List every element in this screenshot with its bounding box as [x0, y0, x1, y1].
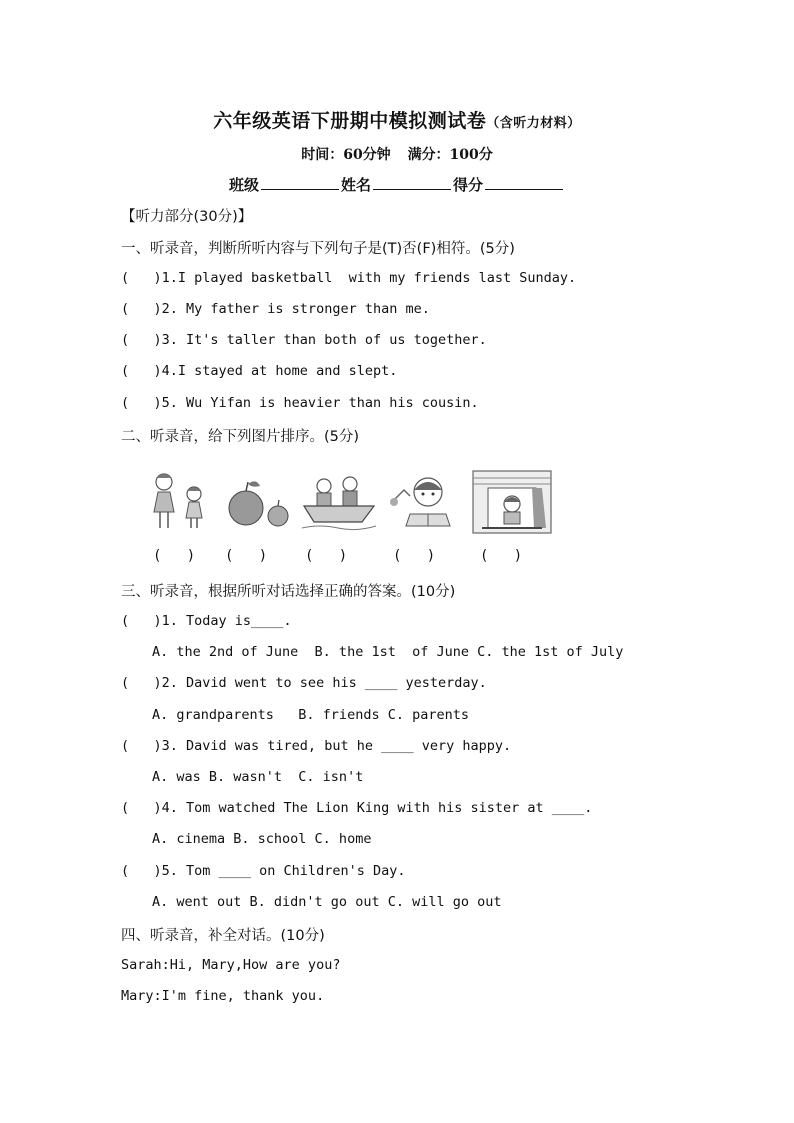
order-bracket[interactable]: ( ): [225, 548, 268, 564]
listening-part-header: 【听力部分(30分)】: [121, 209, 253, 225]
section3-question: ( )2. David went to see his ____ yesterday.: [121, 675, 487, 691]
name-label: 姓名: [340, 176, 371, 194]
section1-item: ( )5. Wu Yifan is heavier than his cousin.: [121, 395, 479, 411]
picture-row: [146, 470, 556, 540]
section3-options: A. was B. wasn't C. isn't: [152, 769, 364, 785]
section3-heading: 三、听录音，根据所听对话选择正确的答案。(10分): [121, 584, 456, 600]
section3-options: A. the 2nd of June B. the 1st of June C. the 1st of July: [152, 644, 624, 660]
section3-options: A. grandparents B. friends C. parents: [152, 707, 469, 723]
time-limit: 时间：60分钟: [301, 147, 391, 163]
title-subtitle: （含听力材料）: [486, 116, 581, 131]
section3-question: ( )3. David was tired, but he ____ very happy.: [121, 738, 512, 754]
section1-item: ( )3. It's taller than both of us together.: [121, 332, 487, 348]
section4-heading: 四、听录音，补全对话。(10分): [121, 928, 325, 944]
name-blank[interactable]: [373, 175, 451, 190]
order-bracket[interactable]: ( ): [393, 548, 436, 564]
girl-reading-picture: [388, 470, 458, 534]
section1-item: ( )4.I stayed at home and slept.: [121, 363, 398, 379]
section3-question: ( )5. Tom ____ on Children's Day.: [121, 863, 406, 879]
title-main: 六年级英语下册期中模拟测试卷: [213, 110, 487, 132]
section3-question: ( )4. Tom watched The Lion King with his sister at ____.: [121, 800, 593, 816]
class-label: 班级: [228, 176, 259, 194]
two-girls-picture: [146, 470, 216, 534]
section1-item: ( )2. My father is stronger than me.: [121, 301, 430, 317]
section2-heading: 二、听录音，给下列图片排序。(5分): [121, 429, 360, 445]
section1-heading: 一、听录音，判断所听内容与下列句子是(T)否(F)相符。(5分): [121, 241, 515, 257]
student-info-line: [0, 174, 794, 195]
section1-item: ( )1.I played basketball with my friends last Sunday.: [121, 270, 577, 286]
girl-at-window-picture: [472, 470, 552, 534]
order-bracket[interactable]: ( ): [153, 548, 196, 564]
apples-picture: [224, 470, 294, 534]
exam-meta: [0, 144, 794, 164]
section3-options: A. cinema B. school C. home: [152, 831, 372, 847]
dialogue-line: Sarah:Hi, Mary,How are you?: [121, 957, 341, 973]
boys-in-boat-picture: [300, 470, 378, 534]
section3-question: ( )1. Today is____.: [121, 613, 292, 629]
section3-options: A. went out B. didn't go out C. will go out: [152, 894, 502, 910]
exam-title: [0, 106, 794, 133]
dialogue-line: Mary:I'm fine, thank you.: [121, 988, 325, 1004]
full-score: 满分：100分: [407, 147, 493, 163]
order-bracket[interactable]: ( ): [305, 548, 348, 564]
grade-label: 得分: [453, 176, 484, 194]
order-bracket[interactable]: ( ): [480, 548, 523, 564]
grade-blank[interactable]: [485, 175, 563, 190]
class-blank[interactable]: [261, 175, 339, 190]
